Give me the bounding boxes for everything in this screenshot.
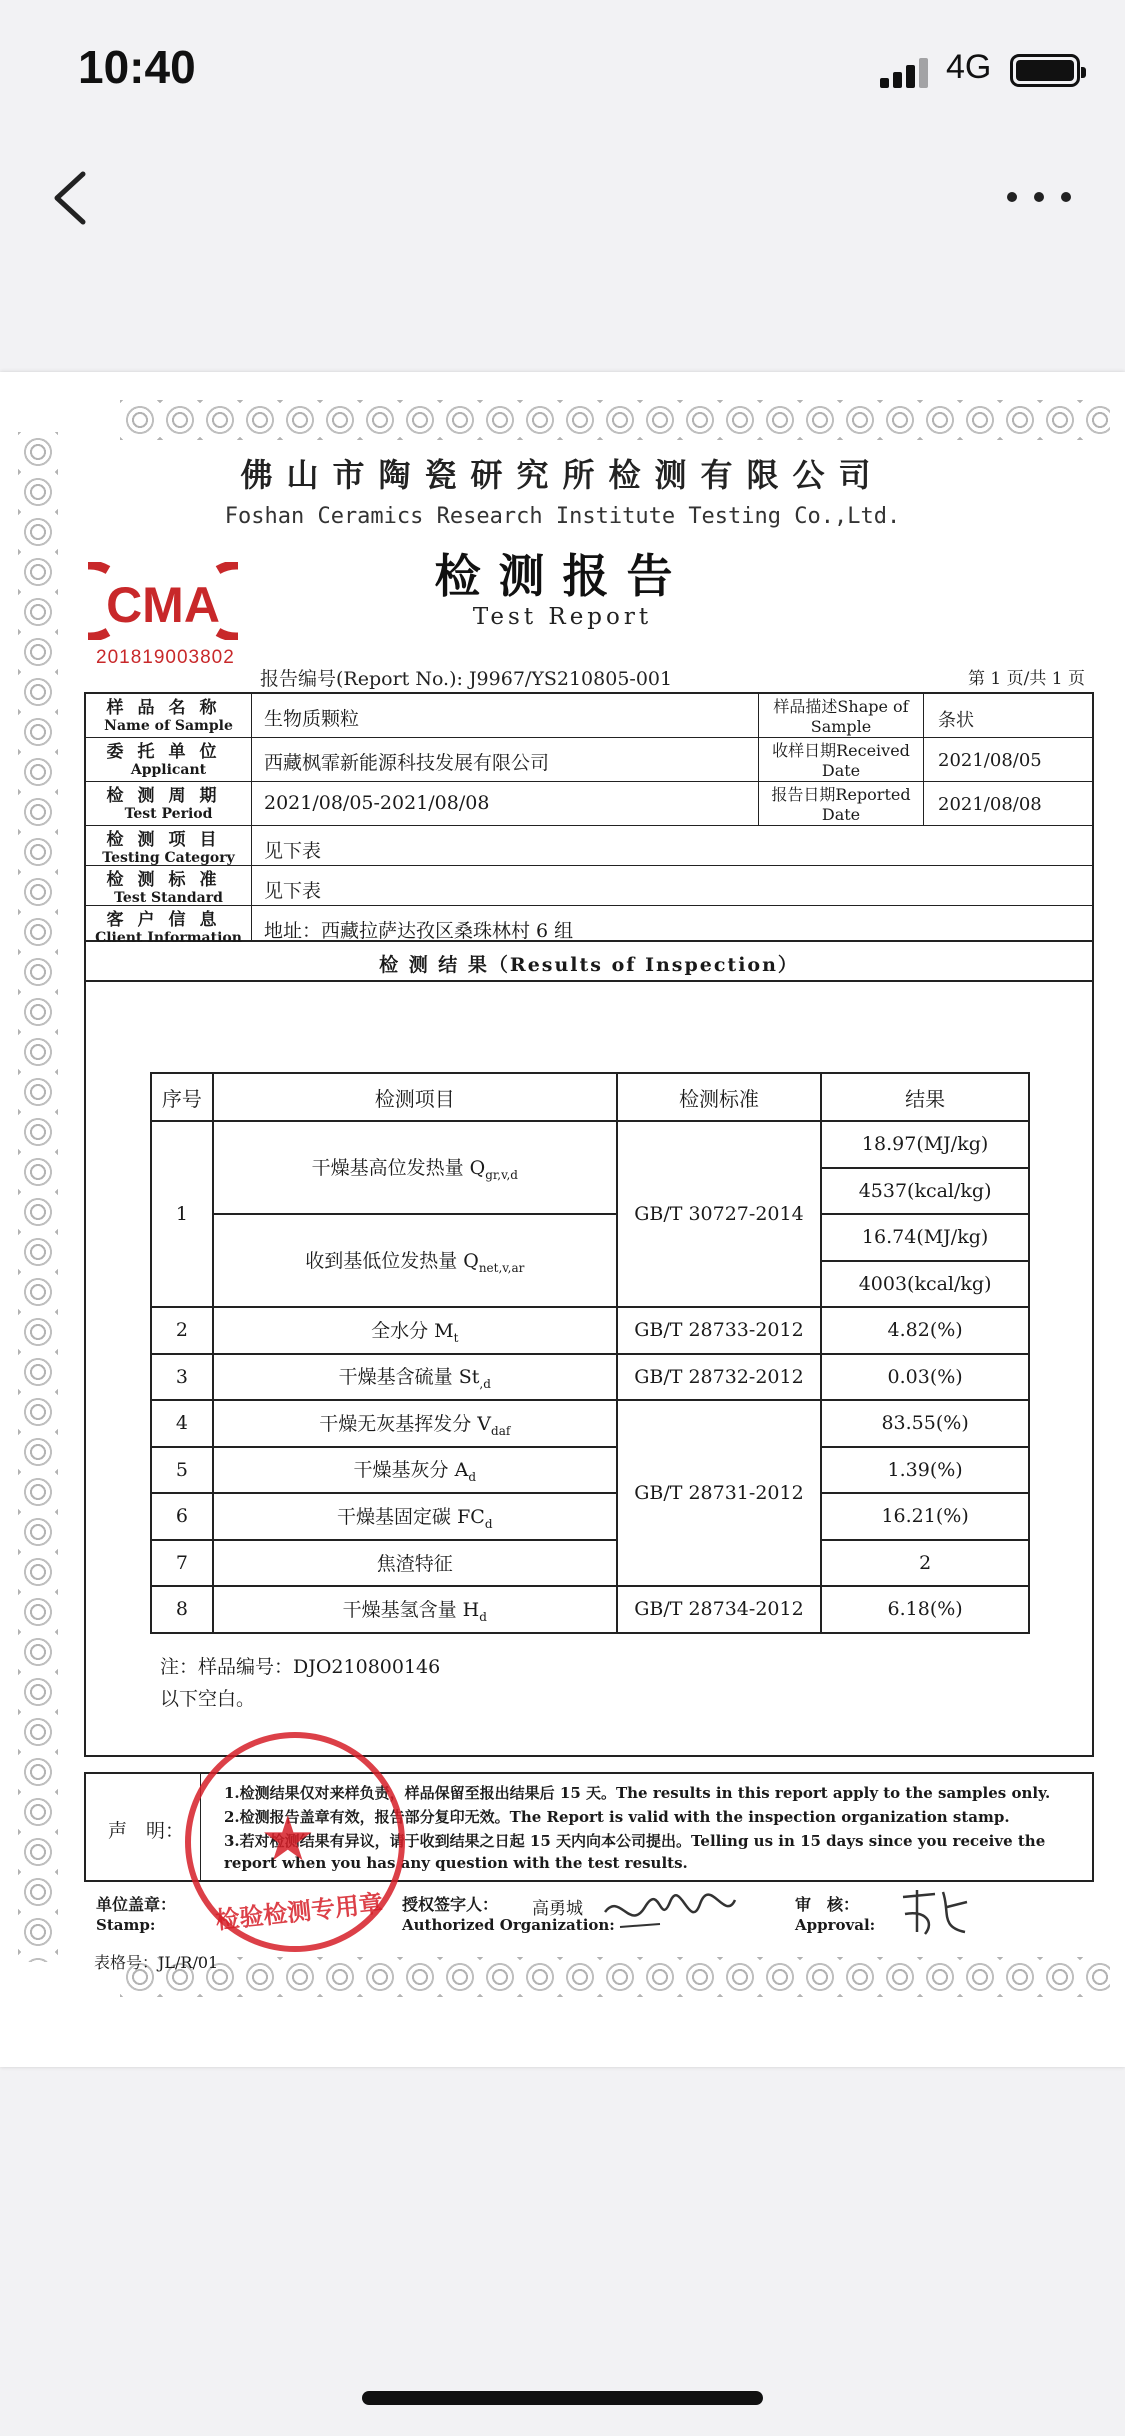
signal-icon — [880, 56, 932, 88]
approval-label-cn: 审 核： — [795, 1895, 860, 1914]
stamp-label-en: Stamp: — [96, 1916, 156, 1934]
battery-icon — [1010, 54, 1080, 87]
cma-number: 201819003802 — [96, 647, 235, 668]
decorative-border-bottom — [120, 1957, 1110, 1997]
info-row-period: 检测周期 Test Period 2021/08/05-2021/08/08 报告日期Reported Date 2021/08/08 — [86, 782, 1092, 826]
approval-label-en: Approval: — [795, 1916, 876, 1934]
statement-line: report when you has any question with the test results. — [224, 1854, 688, 1872]
table-row: 4 干燥无灰基挥发分 $V_{daf}$ GB/T 28731-2012 83.55(%) — [151, 1400, 1029, 1447]
table-row: 4537(kcal/kg) — [151, 1168, 1029, 1215]
form-number: 表格号：JL/R/01 — [94, 1953, 219, 1972]
network-label: 4G — [946, 48, 992, 86]
statement-line: 2.检测报告盖章有效，报告部分复印无效。The Report is valid with the inspection organization stamp. — [224, 1808, 1010, 1826]
nav-bar — [0, 140, 1125, 250]
results-header: 检 测 结 果（Results of Inspection） — [84, 942, 1094, 982]
status-bar — [0, 0, 1125, 135]
report-number: 报告编号(Report No.): J9967/YS210805-001 — [260, 668, 673, 690]
page-info: 第 1 页/共 1 页 — [968, 669, 1085, 689]
table-row: 7 焦渣特征 2 — [151, 1540, 1029, 1587]
org-name-cn: 佛山市陶瓷研究所检测有限公司 — [240, 456, 885, 494]
authorized-label-en: Authorized Organization: — [402, 1916, 615, 1934]
table-row: 收到基低位发热量 $Q_{net,v,ar}$ 16.74(MJ/kg) — [151, 1214, 1029, 1261]
authorized-label-cn: 授权签字人： — [402, 1895, 499, 1914]
decorative-border-top — [120, 400, 1110, 440]
home-indicator[interactable] — [362, 2391, 763, 2405]
statement-label: 声 明： — [86, 1774, 201, 1880]
report-title-cn: 检测报告 — [434, 549, 691, 603]
authorized-name: 高勇城 — [532, 1899, 583, 1919]
svg-text:CMA: CMA — [106, 577, 220, 633]
authorized-signature — [600, 1882, 740, 1942]
table-row: 3 干燥基含硫量 $St_{,d}$ GB/T 28732-2012 0.03(%) — [151, 1354, 1029, 1401]
statement-line: 3.若对检测结果有异议，请于收到结果之日起 15 天内向本公司提出。Telling us in 15 days since you receive the — [224, 1832, 1046, 1850]
table-row: 4003(kcal/kg) — [151, 1261, 1029, 1308]
decorative-border-left — [18, 432, 58, 1962]
statement-line: 1.检测结果仅对来样负责，样品保留至报出结果后 15 天。The results in this report apply to the samples only. — [224, 1784, 1051, 1802]
status-time: 10:40 — [78, 41, 196, 93]
table-row: 8 干燥基氢含量 $H_d$ GB/T 28734-2012 6.18(%) — [151, 1586, 1029, 1633]
more-options-icon[interactable] — [1005, 188, 1075, 208]
seal-star-icon: ★ — [260, 1802, 316, 1875]
back-chevron-icon[interactable] — [45, 168, 95, 228]
table-row: 2 全水分 $M_t$ GB/T 28733-2012 4.82(%) — [151, 1307, 1029, 1354]
blank-below-note: 以下空白。 — [160, 1688, 256, 1710]
seal-text: 检验检测专用章 — [214, 1888, 385, 1935]
table-header-row: 序号 检测项目 检测标准 结果 — [151, 1073, 1029, 1121]
info-row-applicant: 委托单位 Applicant 西藏枫霏新能源科技发展有限公司 收样日期Received Date 2021/08/05 — [86, 738, 1092, 782]
table-row: 6 干燥基固定碳 $FC_d$ 16.21(%) — [151, 1493, 1029, 1540]
report-document-image — [0, 372, 1125, 2067]
table-row: 1 干燥基高位发热量 $Q_{gr,v,d}$ GB/T 30727-2014 18.97(MJ/kg) — [151, 1121, 1029, 1168]
sample-number-note: 注：样品编号：DJO210800146 — [160, 1656, 441, 1678]
report-title-en: Test Report — [472, 604, 653, 630]
sample-info-table — [84, 692, 1094, 946]
info-row-sample: 样品名称 Name of Sample 生物质颗粒 样品描述Shape of Sample 条状 — [86, 694, 1092, 738]
results-table — [150, 1072, 1030, 1634]
info-row-standard: 检测标准 Test Standard 见下表 — [86, 866, 1092, 906]
approval-signature — [895, 1882, 975, 1942]
org-name-en: Foshan Ceramics Research Institute Testing Co.,Ltd. — [224, 504, 901, 529]
info-row-category: 检测项目 Testing Category 见下表 — [86, 826, 1092, 866]
info-row-client: 客户信息 Client Information 地址：西藏拉萨达孜区桑珠林村 6 组 — [86, 906, 1092, 942]
cma-logo — [88, 562, 238, 640]
stamp-label-cn: 单位盖章： — [96, 1895, 177, 1914]
table-row: 5 干燥基灰分 $A_d$ 1.39(%) — [151, 1447, 1029, 1494]
